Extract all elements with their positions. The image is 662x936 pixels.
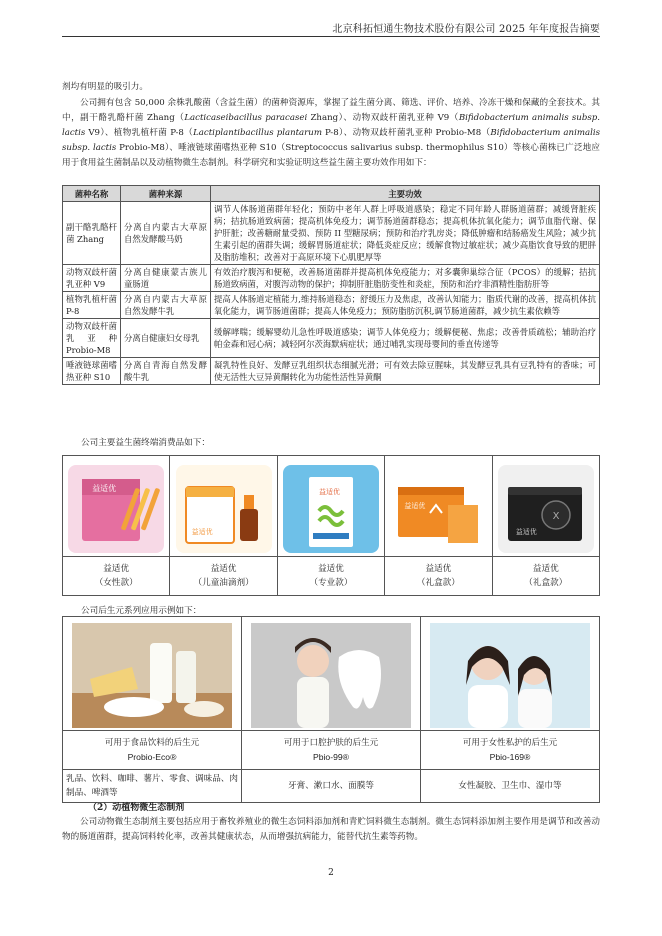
strain-effect: 缓解哮喘；缓解婴幼儿急性呼吸道感染；调节人体免疫力；缓解便秘、焦虑；改善骨质疏松；辅助治疗帕金森和冠心病；减轻阿尔茨海默病症状；通过哺乳实现母婴间的垂直传递等	[211, 319, 600, 358]
product-label	[492, 557, 599, 596]
header-strain-source: 菌种来源	[121, 186, 211, 202]
sachet-box-icon	[283, 465, 379, 553]
product-image-cell	[492, 456, 599, 557]
product-name: 益适优	[103, 564, 130, 574]
svg-text:X: X	[552, 511, 560, 522]
p2-latin-a: Lacticaseibacillus paracasei	[184, 113, 308, 123]
product-image-cell	[277, 456, 384, 557]
strain-source: 分离自青海自然发酵酸牛乳	[121, 358, 211, 385]
product-image-cell	[170, 456, 277, 557]
dairy-products-icon	[72, 623, 232, 728]
product-image-label: 益适优	[404, 502, 426, 510]
product-type: （礼盒款）	[416, 578, 460, 588]
table-row	[63, 292, 600, 319]
product-image-gift-box-orange	[390, 465, 486, 553]
strain-name: 植物乳植杆菌 P-8	[63, 292, 121, 319]
postbiotics-caption: 公司后生元系列应用示例如下：	[81, 606, 202, 616]
women-care-image	[430, 623, 590, 728]
postbiotic-uses: 女性凝胶、卫生巾、湿巾等	[421, 770, 600, 803]
postbiotic-title: 可用于口腔护肤的后生元	[283, 738, 379, 748]
strain-name: 动物双歧杆菌乳亚种 Probio-M8	[63, 319, 121, 358]
products-table	[62, 455, 600, 596]
page-header: 北京科拓恒通生物技术股份有限公司 2025 年年度报告摘要	[332, 24, 600, 35]
postbiotic-label	[421, 731, 600, 770]
section-heading: （2）动植物微生态制剂	[88, 803, 185, 813]
strain-source: 分离自内蒙古大草原自然发酵酸马奶	[121, 202, 211, 265]
smiling-child-tooth-icon	[251, 623, 411, 728]
paragraph-intro: 剂均有明显的吸引力。	[62, 82, 148, 92]
strain-source: 分离自健康妇女母乳	[121, 319, 211, 358]
oral-care-image	[251, 623, 411, 728]
strain-name: 唾液链球菌嗜热亚种 S10	[63, 358, 121, 385]
product-box-icon	[68, 465, 164, 553]
postbiotic-name: Pbio-99®	[313, 752, 349, 762]
postbiotic-title: 可用于食品饮料的后生元	[104, 738, 200, 748]
postbiotic-uses: 乳品、饮料、咖啡、薯片、零食、调味品、肉制品、啤酒等	[63, 770, 242, 803]
p2-text-d: P-8）、动物双歧杆菌乳亚种 Probio-M8（	[321, 128, 491, 138]
product-type: （女性款）	[94, 578, 138, 588]
strain-table	[62, 185, 600, 385]
product-label	[170, 557, 277, 596]
postbiotic-title: 可用于女性私护的后生元	[462, 738, 558, 748]
table-row	[63, 358, 600, 385]
dairy-food-image	[72, 623, 232, 728]
product-image-label: 益适优	[515, 528, 537, 536]
dropper-bottle-icon	[176, 465, 272, 553]
postbiotic-label	[242, 731, 421, 770]
postbiotic-label	[63, 731, 242, 770]
p2-text-e: Probio-M8）、唾液链球菌嗜热亚种 S10（Streptococcus salivarius subsp. thermophilus S10）等核心菌株已广泛地应用于食用益生菌制品以及动植物微生态制剂。科学研究和实验证明这些益生菌主要功效作用如下：	[62, 143, 600, 168]
table-row	[63, 265, 600, 292]
p2-text-b: Zhang）、动物双歧杆菌乳亚种 V9（	[307, 113, 459, 123]
product-image-women	[68, 465, 164, 553]
postbiotic-image-cell	[63, 617, 242, 731]
strain-source: 分离自内蒙古大草原自然发酵牛乳	[121, 292, 211, 319]
postbiotic-image-cell	[421, 617, 600, 731]
product-name: 益适优	[210, 564, 237, 574]
product-label	[277, 557, 384, 596]
strain-effect: 凝乳特性良好、发酵豆乳组织状态细腻光滑；可有效去除豆腥味，其发酵豆乳具有豆乳特有的香味；可使无活性大豆异黄酮转化为功能性活性异黄酮	[211, 358, 600, 385]
product-name: 益适优	[532, 564, 559, 574]
header-rule	[62, 36, 600, 37]
strain-name: 动物双歧杆菌乳亚种 V9	[63, 265, 121, 292]
product-image-kids-drops	[176, 465, 272, 553]
page-number: 2	[328, 868, 334, 878]
table-row	[63, 202, 600, 265]
black-box-icon	[498, 465, 594, 553]
p2-latin-b: Bifidobacterium animalis subsp. lactis	[62, 113, 600, 138]
postbiotic-image-cell	[242, 617, 421, 731]
two-women-icon	[430, 623, 590, 728]
p2-text-c: V9）、植物乳植杆菌 P-8（	[85, 128, 194, 138]
product-image-label: 益适优	[191, 528, 213, 536]
product-name: 益适优	[318, 564, 344, 574]
strain-name: 副干酪乳酪杆菌 Zhang	[63, 202, 121, 265]
postbiotics-table	[62, 616, 600, 803]
product-type: （礼盒款）	[524, 578, 568, 588]
postbiotic-name: Probio-Eco®	[127, 752, 177, 762]
product-image-cell	[385, 456, 492, 557]
product-label	[63, 557, 170, 596]
paragraph-animal-microecology: 公司动物微生态制剂主要包括应用于畜牧养殖业的微生态饲料添加剂和青贮饲料微生态制剂。微生态饲料添加剂主要作用是调节和改善动物的肠道菌群，提高饲料转化率，改善其健康状态，从而增强抗病能力，能替代抗生素等药物。	[62, 817, 600, 842]
strain-source: 分离自健康蒙古族儿童肠道	[121, 265, 211, 292]
product-image-cell	[63, 456, 170, 557]
product-image-label: 益适优	[92, 484, 117, 493]
p2-latin-c: Lactiplantibacillus plantarum	[193, 128, 322, 138]
strain-effect: 提高人体肠道定植能力,维持肠道稳态；舒缓压力及焦虑，改善认知能力；脂质代谢的改善，提高机体抗氧化能力，调节肠道菌群；提高人体免疫力；预防脂肪沉积,调节肠道菌群，减少抗生素依赖等	[211, 292, 600, 319]
product-type: （儿童油滴剂）	[193, 578, 254, 588]
product-name: 益适优	[425, 564, 452, 574]
postbiotic-uses: 牙膏、漱口水、面膜等	[242, 770, 421, 803]
products-caption: 公司主要益生菌终端消费品如下：	[81, 438, 210, 448]
strain-effect: 有效治疗腹泻和便秘，改善肠道菌群并提高机体免疫能力；对多囊卵巢综合征（PCOS）的缓解；拮抗肠道致病菌，对腹泻动物的保护；抑制肝脏脂肪变性和炎症，预防和治疗非酒精性脂肪肝等	[211, 265, 600, 292]
postbiotic-name: Pbio-169®	[489, 752, 531, 762]
header-strain-effect: 主要功效	[211, 186, 600, 202]
strain-effect: 调节人体肠道菌群年轻化；预防中老年人群上呼吸道感染；稳定不同年龄人群肠道菌群；减缓肾脏疾病；拮抗肠道致病菌；提高机体免疫力；调节肠道菌群稳态；提高机体抗氧化能力；调节血脂代谢、保护肝脏；改善糖耐量受损、预防 II 型糖尿病；预防和治疗乳房炎；降低肿瘤和结肠癌发生风险；减少抗生素引起的菌群失调；缓解胃肠道症状；降低炎症反应；缓解食物过敏症状；减少高脂饮食导致的肥胖及脂肪堆积；改善对于高原环境下心肌肥厚等	[211, 202, 600, 265]
product-image-label: 益适优	[318, 488, 340, 496]
table-row	[63, 319, 600, 358]
product-label	[385, 557, 492, 596]
paragraph-strain-library	[62, 96, 600, 171]
product-image-professional	[283, 465, 379, 553]
strain-table-header	[63, 186, 600, 202]
product-type: （专业款）	[309, 578, 353, 588]
p2-latin-d: Bifidobacterium animalis subsp. lactis	[62, 128, 600, 153]
product-image-gift-box-black	[498, 465, 594, 553]
header-strain-name: 菌种名称	[63, 186, 121, 202]
p2-text-a: 公司拥有包含 50,000 余株乳酸菌（含益生菌）的菌种资源库，掌握了益生菌分离、筛选、评价、培养、冷冻干燥和保藏的全套技术。其中，副干酪乳酪杆菌 Zhang（	[62, 98, 600, 123]
